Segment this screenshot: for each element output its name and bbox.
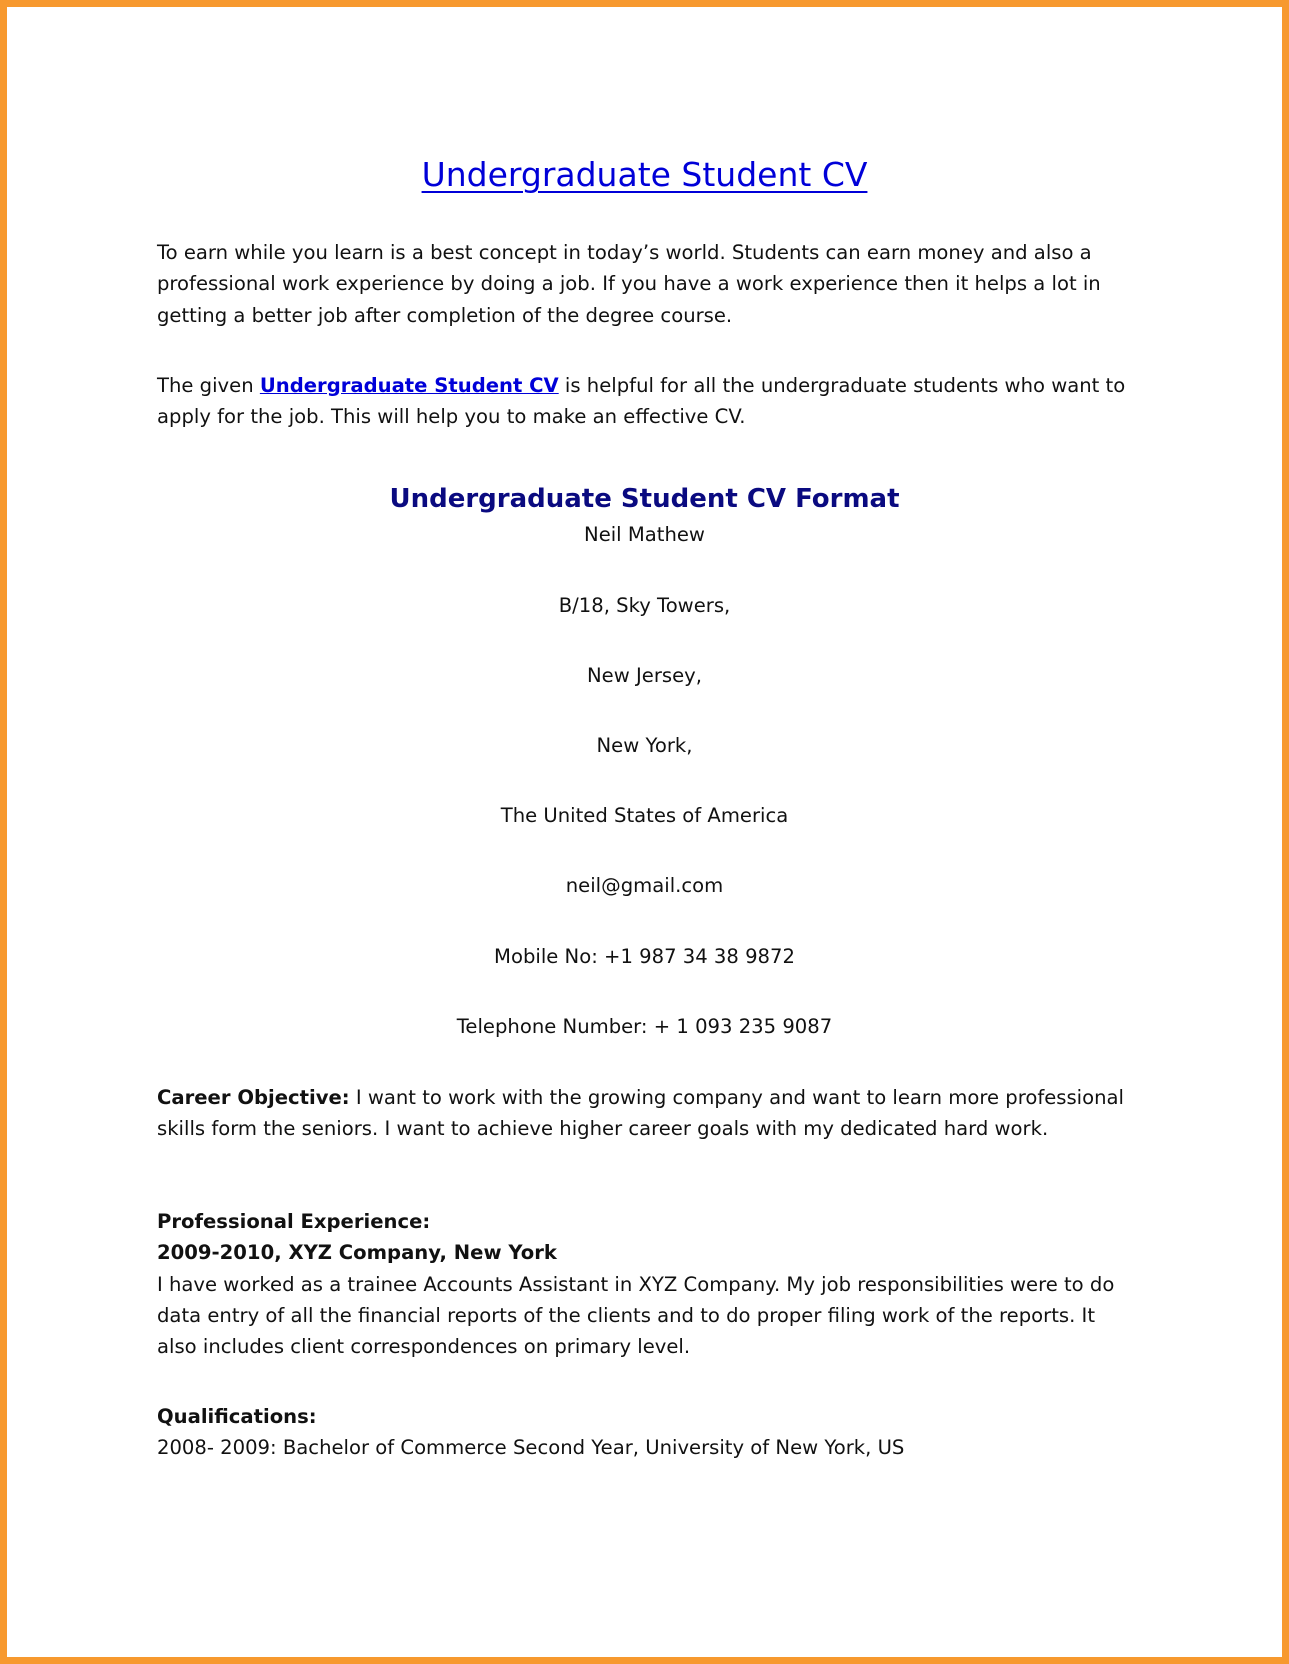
intro-paragraph: To earn while you learn is a best concept in today’s world. Students can earn money and also a professional work experience by doing a job. If you have a work experience then it helps a lot in getting a better job after completion of the degree course. — [157, 241, 1101, 327]
career-objective — [157, 1082, 1137, 1145]
usage-paragraph — [157, 370, 1137, 433]
address-line-2: New Jersey, — [587, 664, 702, 687]
qualification-entry: 2008- 2009: Bachelor of Commerce Second Year, University of New York, US — [157, 1436, 905, 1460]
experience-entry-heading: 2009-2010, XYZ Company, New York — [157, 1241, 557, 1265]
career-objective-label: Career Objective: — [157, 1086, 350, 1109]
undergraduate-cv-link[interactable]: Undergraduate Student CV — [259, 374, 559, 397]
email-line: neil@gmail.com — [565, 874, 724, 897]
address-line-3: New York, — [596, 734, 693, 757]
cv-name: Neil Mathew — [584, 523, 705, 546]
format-heading: Undergraduate Student CV Format — [389, 484, 900, 514]
usage-suffix: is helpful for all the undergraduate students who want to apply for the job. This will help you to make an effective CV. — [157, 374, 1126, 429]
usage-prefix: The given — [157, 374, 260, 397]
telephone-line: Telephone Number: + 1 093 235 9087 — [456, 1015, 833, 1038]
qualifications-label: Qualifications: — [157, 1405, 317, 1428]
experience-entry-text: I have worked as a trainee Accounts Assistant in XYZ Company. My job responsibilities were to do data entry of all the financial reports of the clients and to do proper filing work of the reports. It also includes client correspondences on primary level. — [157, 1272, 1115, 1359]
career-objective-text: I want to work with the growing company and want to learn more professional skills form the seniors. I want to achieve higher career goals with my dedicated hard work. — [157, 1086, 1124, 1141]
professional-experience-label: Professional Experience: — [157, 1210, 431, 1233]
professional-experience-section — [157, 1206, 1137, 1362]
mobile-line: Mobile No: +1 987 34 38 9872 — [494, 945, 795, 968]
qualifications-section — [157, 1401, 1137, 1464]
page-title-link[interactable]: Undergraduate Student CV — [421, 155, 868, 194]
address-line-1: B/18, Sky Towers, — [558, 594, 731, 617]
address-line-4: The United States of America — [500, 804, 789, 827]
